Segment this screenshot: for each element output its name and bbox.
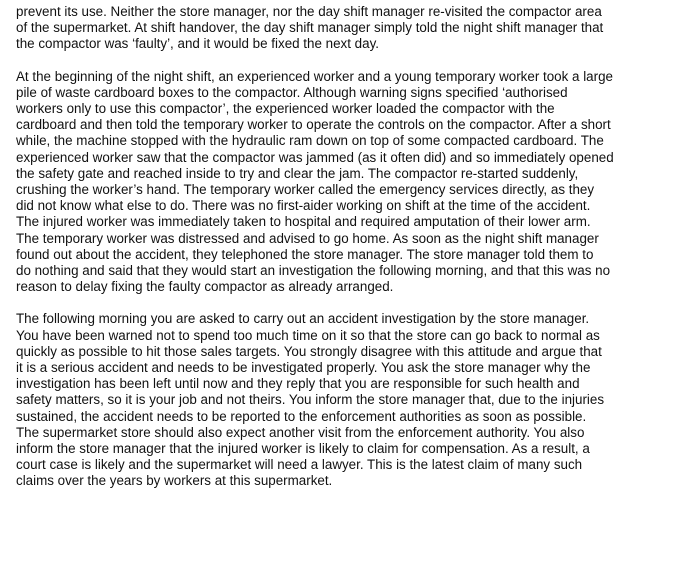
text-line: experienced worker saw that the compactor was jammed (as it often did) and so immediately opened <box>16 149 614 165</box>
text-line: of the supermarket. At shift handover, the day shift manager simply told the night shift manager that <box>16 20 604 36</box>
text-line: The following morning you are asked to carry out an accident investigation by the store manager. <box>16 311 590 327</box>
text-line: The injured worker was immediately taken to hospital and required amputation of their lower arm. <box>16 214 591 230</box>
text-line: crushing the worker’s hand. The temporary worker called the emergency services directly, as they <box>16 182 595 198</box>
text-line: found out about the accident, they telephoned the store manager. The store manager told them to <box>16 246 594 262</box>
text-line: the compactor was ‘faulty’, and it would be fixed the next day. <box>16 36 379 52</box>
text-line: At the beginning of the night shift, an experienced worker and a young temporary worker took a large <box>16 68 613 84</box>
paragraph-investigation <box>16 311 692 489</box>
text-line: sustained, the accident needs to be reported to the enforcement authorities as soon as possible. <box>16 408 587 424</box>
text-line: do nothing and said that they would start an investigation the following morning, and that this was no <box>16 263 611 279</box>
text-line: prevent its use. Neither the store manager, nor the day shift manager re-visited the compactor area <box>16 4 602 19</box>
text-line: The supermarket store should also expect another visit from the enforcement authority. You also <box>16 424 585 440</box>
text-line: court case is likely and the supermarket will need a lawyer. This is the latest claim of many such <box>16 457 583 473</box>
text-line: inform the store manager that the injured worker is likely to claim for compensation. As a result, a <box>16 441 590 457</box>
text-line: workers only to use this compactor’, the experienced worker loaded the compactor with the <box>16 101 555 117</box>
paragraph-night-shift-accident <box>16 69 692 296</box>
text-line: the safety gate and reached inside to try and clear the jam. The compactor re-started suddenly, <box>16 165 579 181</box>
text-line: You have been warned not to spend too much time on it so that the store can go back to normal as <box>16 327 600 343</box>
text-line: did not know what else to do. There was no first-aider working on shift at the time of the accident. <box>16 198 591 214</box>
text-line: The temporary worker was distressed and advised to go home. As soon as the night shift manager <box>16 230 599 246</box>
document-body <box>16 4 692 506</box>
text-line: claims over the years by workers at this supermarket. <box>16 473 333 489</box>
text-line: reason to delay fixing the faulty compactor as already arranged. <box>16 279 394 295</box>
text-line: cardboard and then told the temporary worker to operate the controls on the compactor. After a short <box>16 117 611 133</box>
text-line: while, the machine stopped with the hydraulic ram down on top of some compacted cardboard. The <box>16 133 604 149</box>
text-line: it is a serious accident and needs to be investigated properly. You ask the store manager why the <box>16 360 591 376</box>
text-line: investigation has been left until now and they reply that you are responsible for such health and <box>16 376 580 392</box>
text-line: quickly as possible to hit those sales targets. You strongly disagree with this attitude and argue that <box>16 343 602 359</box>
text-line: pile of waste cardboard boxes to the compactor. Although warning signs specified ‘authorised <box>16 84 568 100</box>
paragraph-compactor-handover <box>16 4 692 53</box>
text-line: safety matters, so it is your job and not theirs. You inform the store manager that, due to the injuries <box>16 392 605 408</box>
